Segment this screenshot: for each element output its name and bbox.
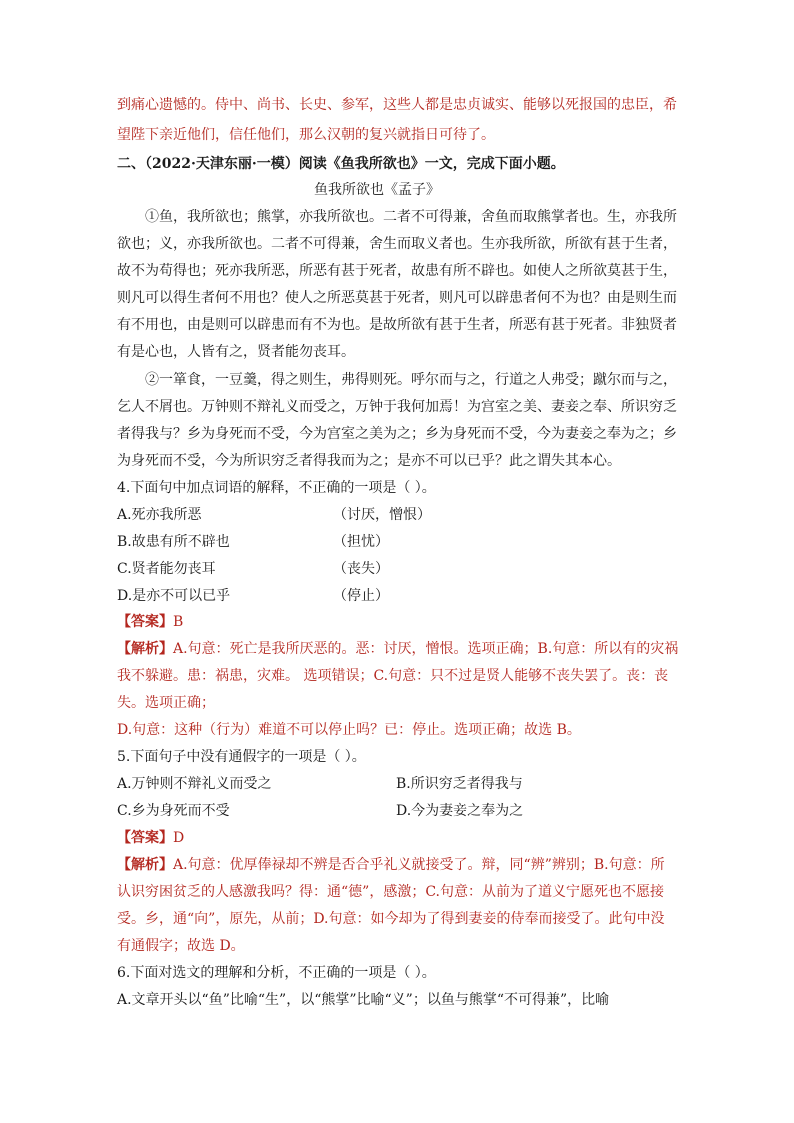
q4-analysis-line: 我不躲避。患：祸患，灾难。 选项错误；C.句意：只不过是贤人能够不丧失罢了。丧：丧	[117, 668, 669, 684]
question-4-stem: 4.下面句中加点词语的解释，不正确的一项是（ ）。	[117, 480, 436, 496]
prev-translation-line: 望陛下亲近他们，信任他们，那么汉朝的复兴就指日可待了。	[117, 127, 495, 143]
passage-line: ②一箪食，一豆羹，得之则生，弗得则死。呼尔而与之，行道之人弗受；蹴尔而与之，	[145, 372, 677, 388]
analysis-label: 【解析】	[117, 857, 173, 873]
passage-line: 为身死而不受，今为所识穷乏者得我而为之；是亦不可以已乎？此之谓失其本心。	[117, 453, 621, 469]
passage-line: 有是心也，人皆有之，贤者能勿丧耳。	[117, 344, 355, 360]
q4-option-d: D.是亦不可以已乎	[117, 588, 231, 604]
q5-answer	[117, 828, 184, 848]
q4-option-a-gloss: （讨厌，憎恨）	[333, 507, 431, 523]
passage-line: 乞人不屑也。万钟则不辩礼义而受之，万钟于我何加焉！为宫室之美、妻妾之奉、所识穷乏	[117, 399, 677, 415]
q6-option-a: A.文章开头以“鱼”比喻“生”，以“熊掌”比喻“义”；以鱼与熊掌“不可得兼”，比喻	[117, 992, 610, 1008]
passage-line: 则凡可以得生者何不用也？使人之所恶莫甚于死者，则凡可以辟患者何不为也？由是则生而	[117, 290, 677, 306]
q5-analysis-line: 认识穷困贫乏的人感激我吗？得：通“德”，感激；C.句意：从前为了道义宁愿死也不愿接	[117, 884, 664, 900]
passage-line: ①鱼，我所欲也；熊掌，亦我所欲也。二者不可得兼，舍鱼而取熊掌者也。生，亦我所	[145, 209, 677, 225]
q4-analysis-line: D.句意：这种（行为）难道不可以停止吗？已：停止。选项正确；故选 B。	[117, 722, 581, 738]
answer-label: 【答案】	[117, 830, 173, 846]
q5-analysis-line: 受。乡，通“向”，原先，从前；D.句意：如今却为了得到妻妾的侍奉而接受了。此句中没	[117, 911, 665, 927]
q4-option-b: B.故患有所不辟也	[117, 534, 230, 550]
answer-label: 【答案】	[117, 614, 173, 630]
q4-option-b-gloss: （担忧）	[333, 534, 389, 550]
q5-analysis-line: 有通假字；故选 D。	[117, 938, 245, 954]
prev-translation-line: 到痛心遗憾的。侍中、尚书、长史、参军，这些人都是忠贞诚实、能够以死报国的忠臣，希	[117, 97, 677, 113]
q4-answer	[117, 612, 183, 632]
question-6-stem: 6.下面对选文的理解和分析，不正确的一项是（ ）。	[117, 965, 436, 981]
passage-line: 欲也；义，亦我所欲也。二者不可得兼，舍生而取义者也。生亦我所欲，所欲有甚于生者，	[117, 236, 677, 252]
q5-option-b: B.所识穷乏者得我与	[396, 776, 523, 792]
question-5-stem: 5.下面句子中没有通假字的一项是（ ）。	[117, 749, 366, 765]
q5-option-d: D.今为妻妾之奉为之	[396, 803, 524, 819]
q4-analysis-line	[117, 639, 678, 659]
analysis-label: 【解析】	[117, 641, 173, 657]
answer-value: B	[173, 614, 184, 630]
q5-option-c: C.乡为身死而不受	[117, 803, 230, 819]
q5-option-a: A.万钟则不辩礼义而受之	[117, 776, 272, 792]
q4-option-c: C.贤者能勿丧耳	[117, 561, 216, 577]
passage-title: 鱼我所欲也《孟子》	[314, 182, 440, 198]
q4-option-a: A.死亦我所恶	[117, 507, 202, 523]
q4-analysis-line: 失。选项正确；	[117, 695, 215, 711]
analysis-text: A.句意：死亡是我所厌恶的。恶：讨厌，憎恨。选项正确；B.句意：所以有的灾祸	[173, 641, 679, 657]
q4-option-c-gloss: （丧失）	[333, 561, 389, 577]
passage-line: 故不为苟得也；死亦我所恶，所恶有甚于死者，故患有所不辟也。如使人之所欲莫甚于生，	[117, 263, 677, 279]
q5-analysis-line	[117, 855, 665, 875]
answer-value: D	[173, 830, 185, 846]
passage-line: 者得我与？乡为身死而不受，今为宫室之美为之；乡为身死而不受，今为妻妾之奉为之；乡	[117, 426, 677, 442]
analysis-text: A.句意：优厚俸禄却不辨是否合乎礼义就接受了。辩，同“辨”辨别；B.句意：所	[173, 857, 665, 873]
section-heading: 二、（2022·天津东丽·一模）阅读《鱼我所欲也》一文，完成下面小题。	[117, 156, 565, 172]
passage-line: 有不用也，由是则可以辟患而有不为也。是故所欲有甚于生者，所恶有甚于死者。非独贤者	[117, 317, 677, 333]
q4-option-d-gloss: （停止）	[333, 588, 389, 604]
